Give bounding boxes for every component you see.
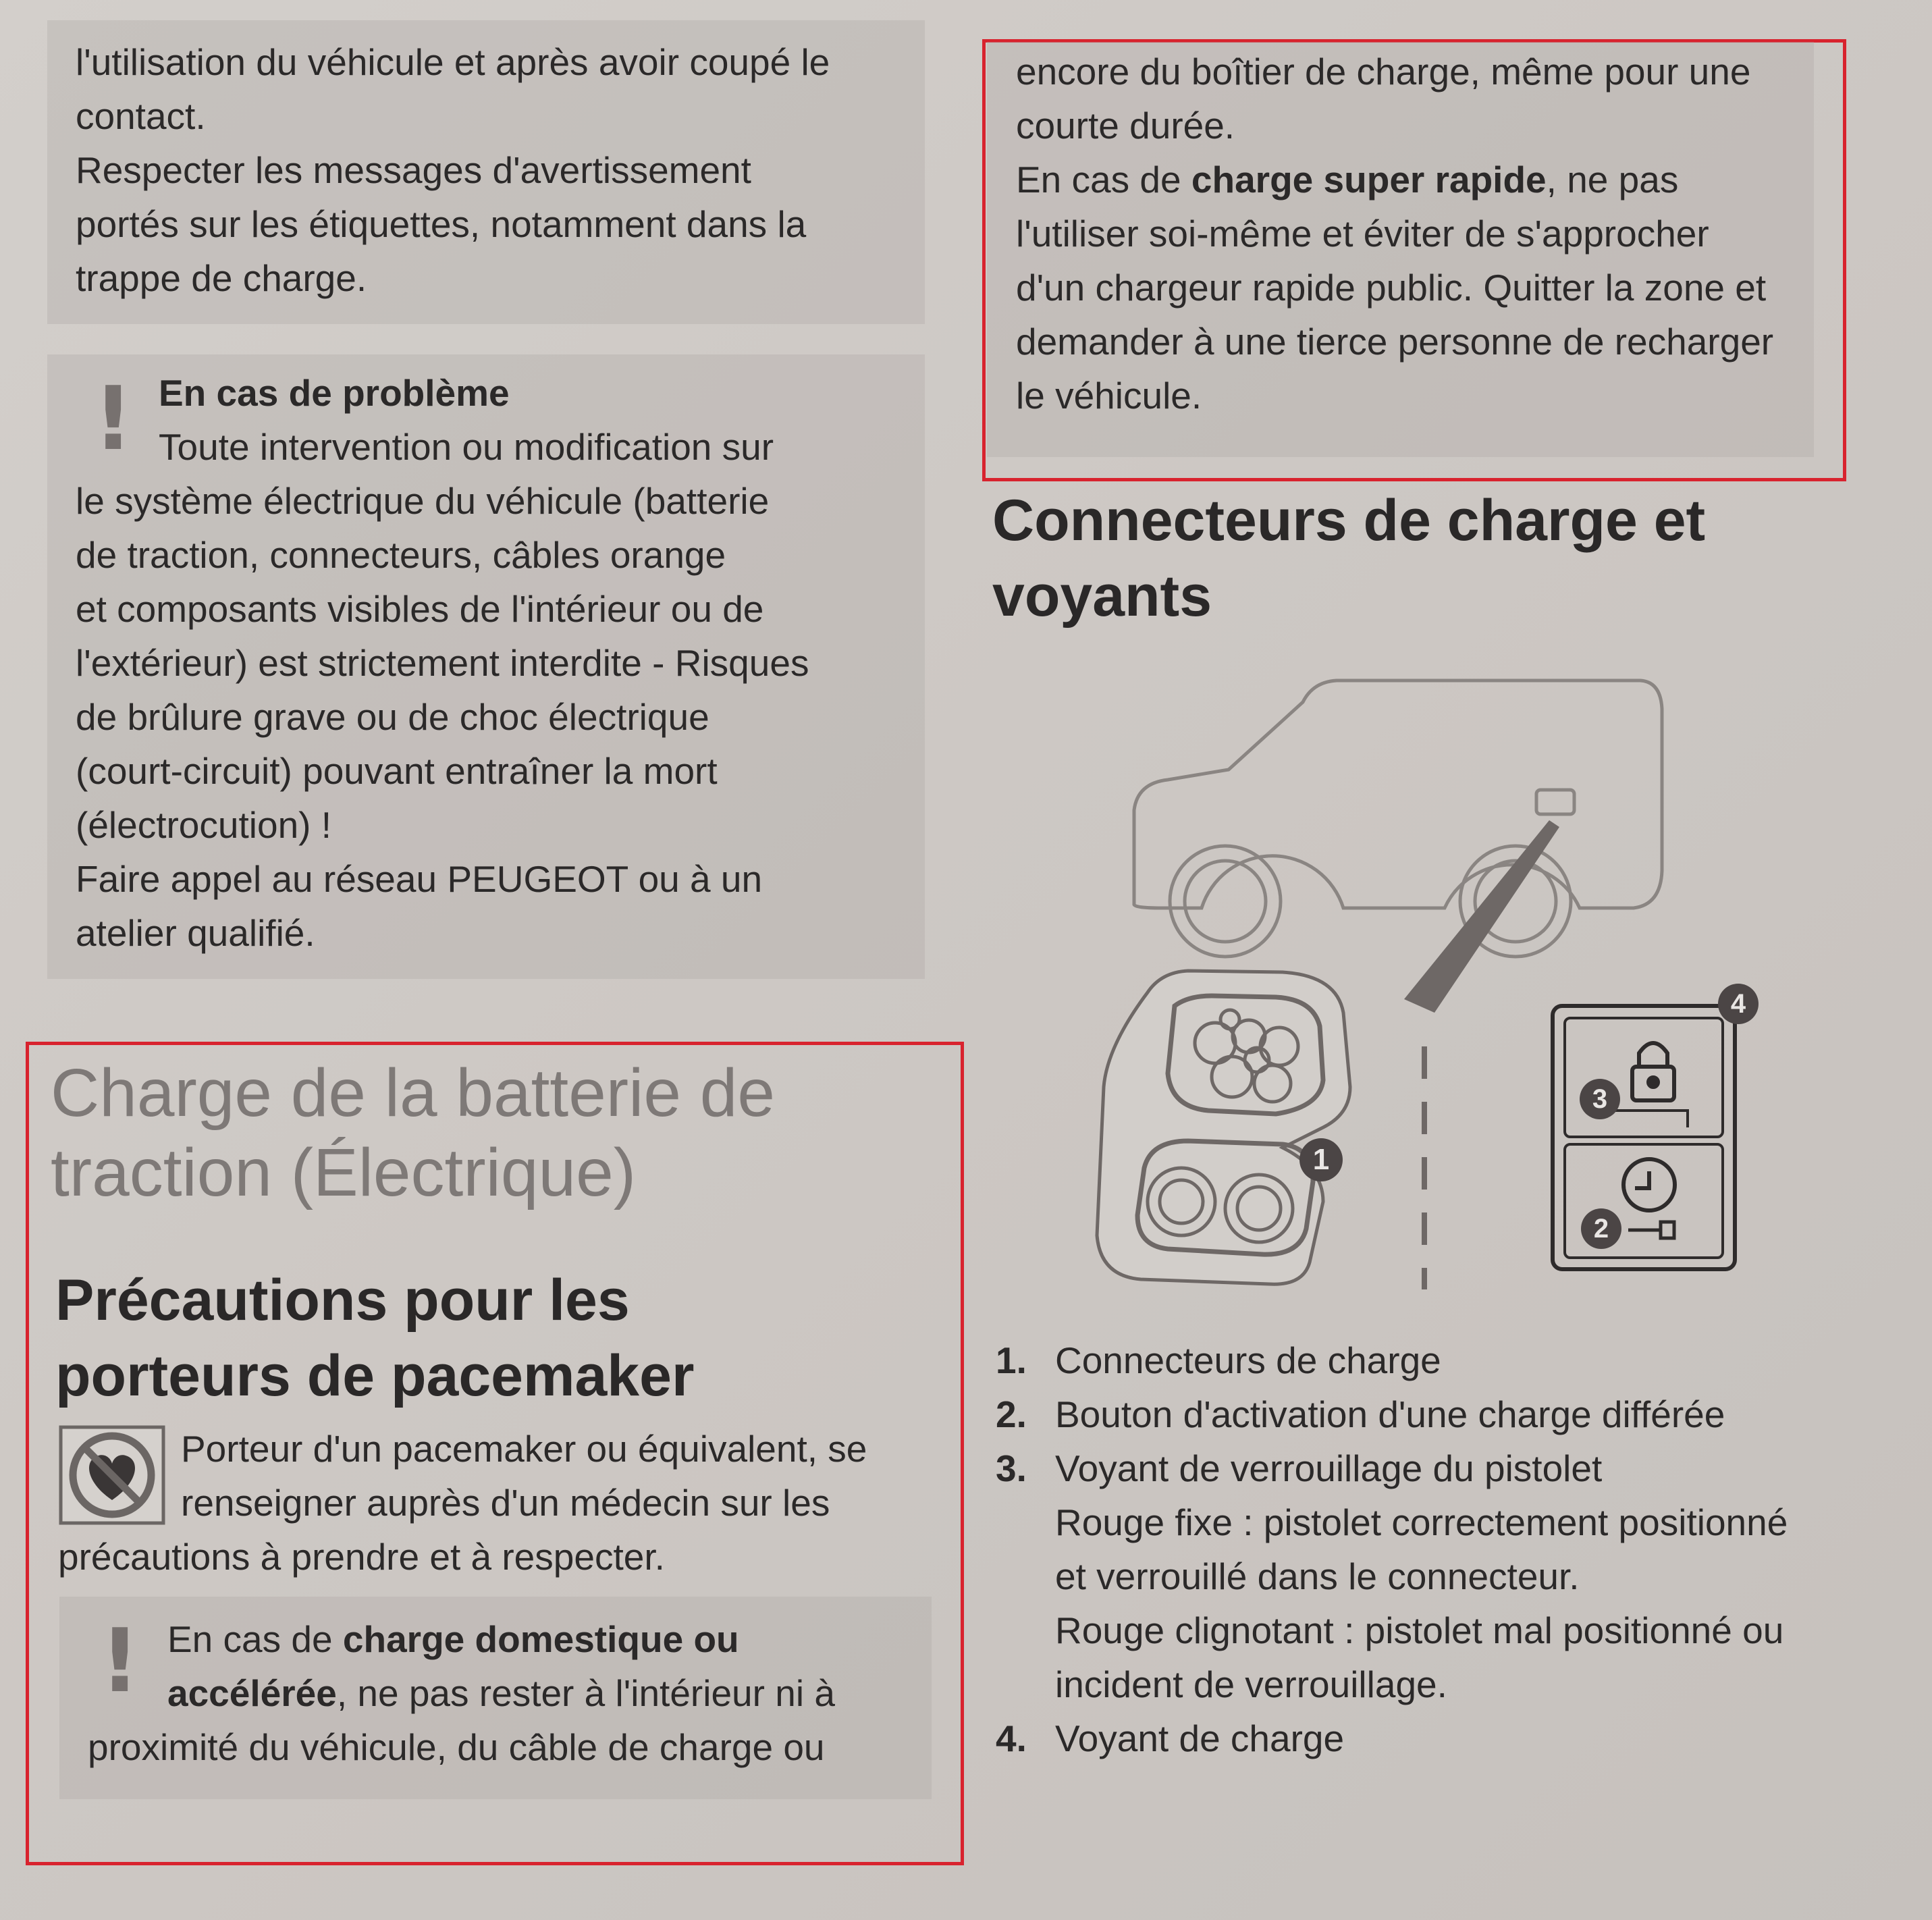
legend-item-1 — [996, 1333, 1788, 1387]
warning-continued-line-3 — [1016, 153, 1678, 207]
intro-line-4: portés sur les étiquettes, notamment dans la — [76, 203, 807, 245]
warning-problem-title: En cas de problème — [159, 372, 510, 414]
legend-item-4-label: Voyant de charge — [1055, 1717, 1345, 1759]
warning-problem-line-6: de brûlure grave ou de choc électrique — [76, 696, 709, 738]
pacemaker-text-line-1: Porteur d'un pacemaker ou équivalent, se — [181, 1428, 867, 1470]
warning-domestic-post: , ne pas rester à l'intérieur ni à — [336, 1672, 835, 1714]
callout-3-label: 3 — [1592, 1084, 1608, 1114]
warning-domestic-bold-2: accélérée — [167, 1672, 337, 1714]
legend-item-3-sub-1: Rouge fixe : pistolet correctement positionné — [1055, 1501, 1788, 1543]
warning-domestic-bold-1: charge domestique ou — [342, 1618, 739, 1660]
warning-exclamation-icon-2: ! — [100, 1609, 140, 1712]
intro-line-2: contact. — [76, 95, 206, 137]
warning-continued-line-1: encore du boîtier de charge, même pour une — [1016, 51, 1751, 92]
legend-item-1-label: Connecteurs de charge — [1055, 1339, 1441, 1381]
pacemaker-heading-line-1: Précautions pour les — [55, 1268, 630, 1333]
warning-problem-line-4: et composants visibles de l'intérieur ou de — [76, 588, 764, 630]
warning-exclamation-icon: ! — [93, 367, 134, 470]
callout-2-label: 2 — [1593, 1214, 1609, 1244]
section-title-line-2: traction (Électrique) — [51, 1135, 636, 1210]
intro-line-3: Respecter les messages d'avertissement — [76, 149, 751, 191]
zoom-wedge — [1404, 820, 1559, 1013]
warning-continued-post: , ne pas — [1546, 159, 1679, 201]
car-outline — [1134, 681, 1662, 957]
callout-1-label: 1 — [1312, 1143, 1330, 1176]
warning-domestic-line-2 — [167, 1666, 835, 1720]
legend-item-4-num: 4. — [996, 1717, 1027, 1759]
intro-line-5: trappe de charge. — [76, 257, 367, 299]
warning-domestic-line-3: proximité du véhicule, du câble de charge ou — [88, 1726, 825, 1768]
charging-diagram — [1080, 668, 1769, 1310]
legend-item-1-num: 1. — [996, 1339, 1027, 1381]
warning-problem-line-3: de traction, connecteurs, câbles orange — [76, 534, 726, 576]
warning-continued-pre: En cas de — [1016, 159, 1191, 201]
warning-problem-line-9: Faire appel au réseau PEUGEOT ou à un — [76, 858, 763, 900]
callout-4-label: 4 — [1730, 989, 1746, 1019]
no-pacemaker-icon — [58, 1424, 166, 1526]
warning-problem-line-2: le système électrique du véhicule (batterie — [76, 480, 770, 522]
warning-domestic-pre: En cas de — [167, 1618, 343, 1660]
section-title-line-1: Charge de la batterie de — [51, 1055, 775, 1131]
warning-continued-line-7: le véhicule. — [1016, 375, 1202, 417]
connectors-heading-line-2: voyants — [992, 564, 1212, 629]
warning-problem-line-10: atelier qualifié. — [76, 912, 315, 954]
legend-item-3-sub-2: et verrouillé dans le connecteur. — [1055, 1555, 1580, 1597]
connectors-heading-line-1: Connecteurs de charge et — [992, 488, 1706, 553]
pacemaker-text-line-3: précautions à prendre et à respecter. — [58, 1536, 665, 1578]
legend-list — [996, 1333, 1788, 1765]
legend-item-3-num: 3. — [996, 1447, 1027, 1489]
legend-item-3-sub-4: incident de verrouillage. — [1055, 1663, 1447, 1705]
legend-item-2 — [996, 1387, 1788, 1441]
pacemaker-text-line-2: renseigner auprès d'un médecin sur les — [181, 1482, 830, 1524]
legend-item-4 — [996, 1711, 1788, 1765]
connector-socket-illustration — [1097, 971, 1350, 1284]
warning-problem-line-8: (électrocution) ! — [76, 804, 332, 846]
warning-continued-line-5: d'un chargeur rapide public. Quitter la zone et — [1016, 267, 1767, 309]
intro-line-1: l'utilisation du véhicule et après avoir coupé le — [76, 41, 830, 83]
warning-continued-line-2: courte durée. — [1016, 105, 1235, 146]
warning-domestic-line-1 — [167, 1612, 739, 1666]
legend-item-3-sub-3: Rouge clignotant : pistolet mal positionné ou — [1055, 1609, 1784, 1651]
warning-continued-bold: charge super rapide — [1191, 159, 1547, 201]
legend-item-2-label: Bouton d'activation d'une charge différée — [1055, 1393, 1725, 1435]
warning-problem-line-7: (court-circuit) pouvant entraîner la mort — [76, 750, 718, 792]
legend-item-2-num: 2. — [996, 1393, 1027, 1435]
warning-problem-line-1: Toute intervention ou modification sur — [159, 426, 774, 468]
warning-problem-line-5: l'extérieur) est strictement interdite - Risques — [76, 642, 809, 684]
legend-item-3 — [996, 1441, 1788, 1711]
warning-continued-line-4: l'utiliser soi-même et éviter de s'approcher — [1016, 213, 1709, 255]
warning-continued-line-6: demander à une tierce personne de recharger — [1016, 321, 1774, 363]
legend-item-3-label: Voyant de verrouillage du pistolet — [1055, 1447, 1603, 1489]
pacemaker-heading-line-2: porteurs de pacemaker — [55, 1343, 695, 1408]
